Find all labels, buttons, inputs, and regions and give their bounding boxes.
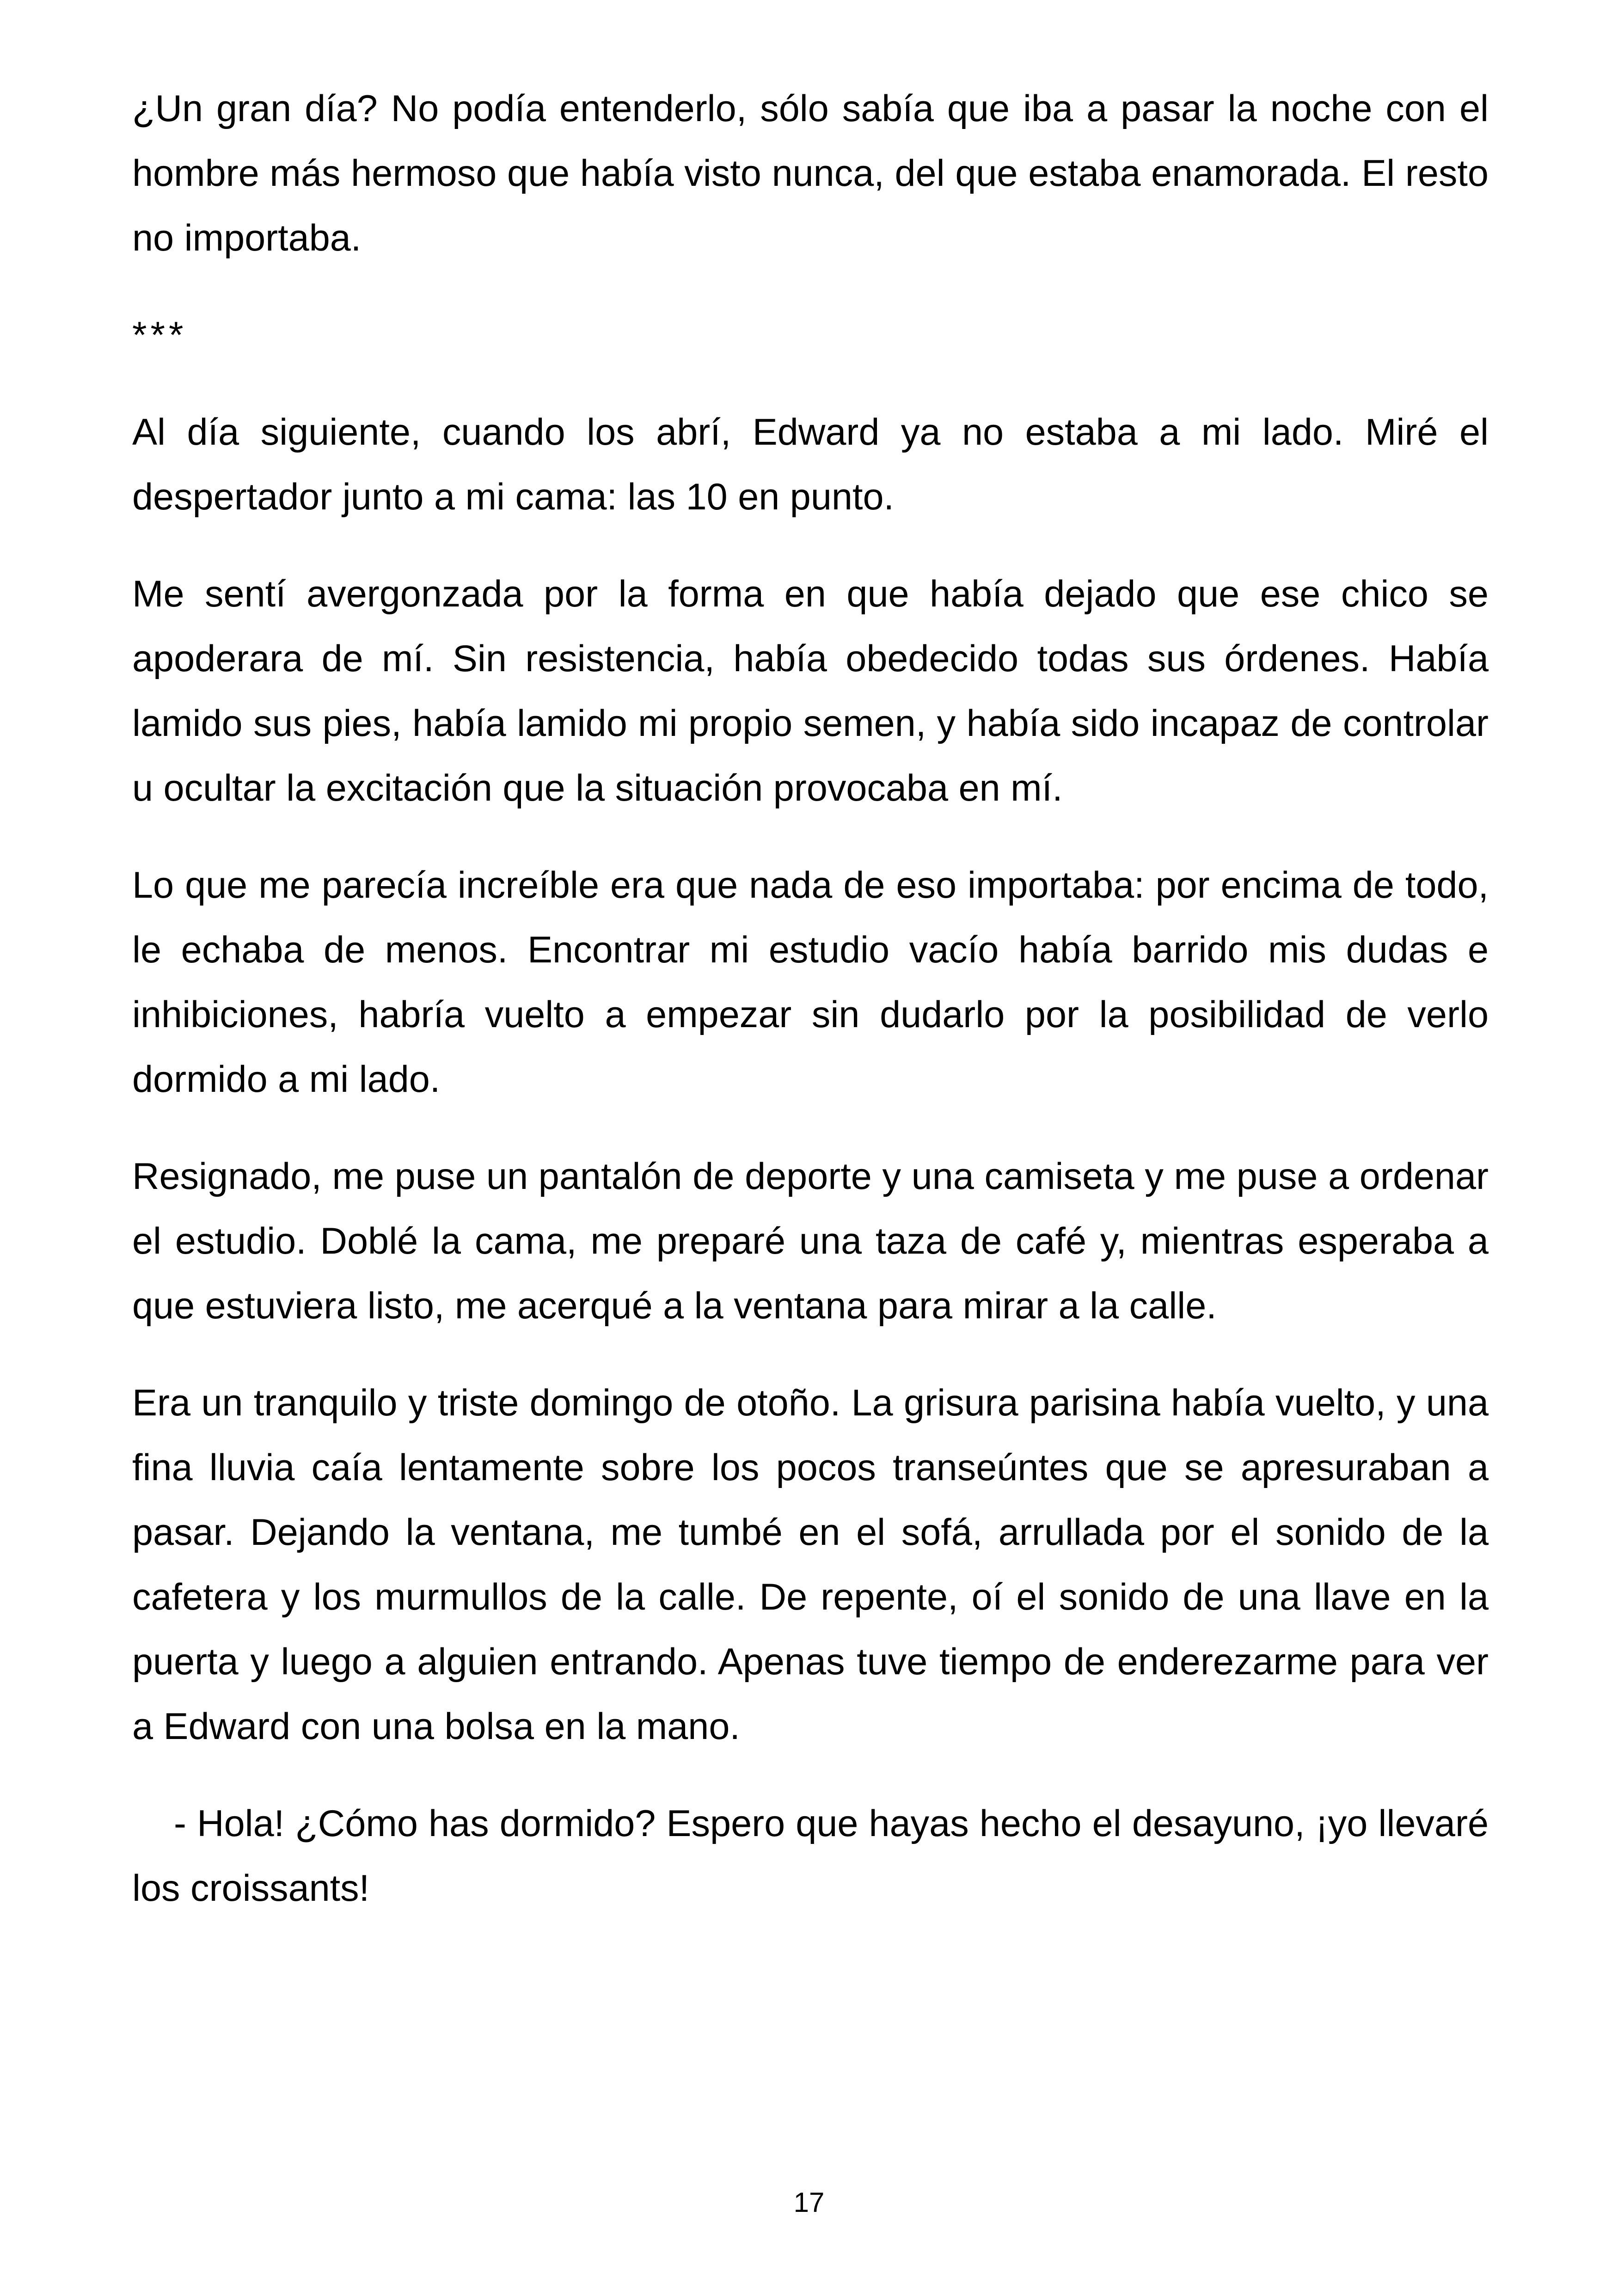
body-text bbox=[132, 76, 1489, 1921]
paragraph: Resignado, me puse un pantalón de deporte y una camiseta y me puse a ordenar el estudio. Doblé la cama, me preparé una taza de café y, mientras esperaba a que estuviera listo, me acerqué a la ventana para mirar a la calle. bbox=[132, 1156, 1489, 1327]
paragraph: ¿Un gran día? No podía entenderlo, sólo sabía que iba a pasar la noche con el hombre más hermoso que había visto nunca, del que estaba enamorada. El resto no importaba. bbox=[132, 88, 1489, 259]
dialogue-line: - Hola! ¿Cómo has dormido? Espero que hayas hecho el desayuno, ¡yo llevaré los croissants! bbox=[132, 1803, 1489, 1909]
paragraph: Lo que me parecía increíble era que nada de eso importaba: por encima de todo, le echaba de menos. Encontrar mi estudio vacío había barrido mis dudas e inhibiciones, habría vuelto a empezar sin dudarlo por la posibilidad de verlo dormido a mi lado. bbox=[132, 864, 1489, 1100]
section-separator: *** bbox=[132, 314, 187, 356]
paragraph: Era un tranquilo y triste domingo de otoño. La grisura parisina había vuelto, y una fina lluvia caía lentamente sobre los pocos transeúntes que se apresuraban a pasar. Dejando la ventana, me tumbé en el sofá, arrullada por el sonido de la cafetera y los murmullos de la calle. De repente, oí el sonido de una llave en la puerta y luego a alguien entrando. Apenas tuve tiempo de enderezarme para ver a Edward con una bolsa en la mano. bbox=[132, 1382, 1489, 1747]
page-number: 17 bbox=[793, 2187, 825, 2218]
paragraph: Me sentí avergonzada por la forma en que había dejado que ese chico se apoderara de mí. Sin resistencia, había obedecido todas sus órdenes. Había lamido sus pies, había lamido mi propio semen, y había sido incapaz de controlar u ocultar la excitación que la situación provocaba en mí. bbox=[132, 573, 1489, 809]
paragraph: Al día siguiente, cuando los abrí, Edward ya no estaba a mi lado. Miré el despertador junto a mi cama: las 10 en punto. bbox=[132, 411, 1489, 518]
